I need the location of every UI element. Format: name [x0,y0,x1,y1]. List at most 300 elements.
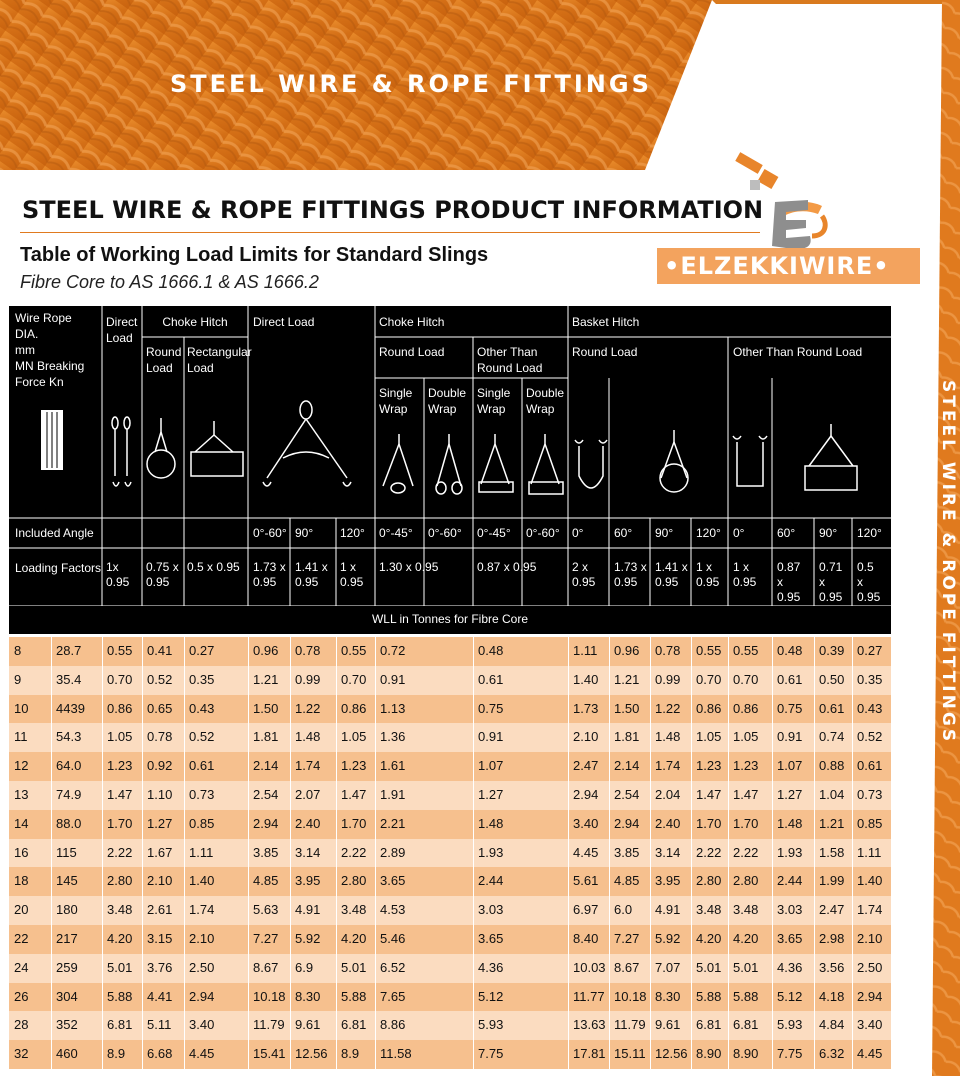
cell-divider [814,1011,815,1040]
cell-divider [102,1040,103,1069]
table-cell: 0.85 [189,815,215,831]
cell-divider [814,867,815,896]
cell-divider [290,810,291,839]
cell-divider [609,781,610,810]
table-cell: 0.48 [777,643,803,658]
table-cell: 1.27 [777,786,803,802]
included-angle-cell: 90° [295,526,314,540]
table-cell: 2.10 [189,930,215,946]
table-cell: 1.21 [819,815,845,831]
table-cell: 460 [56,1046,78,1062]
table-cell: 4.53 [380,902,406,918]
cell-divider [609,810,610,839]
table-cell: 2.54 [614,786,640,802]
table-cell: 2.80 [733,873,759,889]
table-cell: 1.93 [777,844,803,860]
cell-divider [336,695,337,724]
wll-table-body [9,637,891,1069]
cell-divider [814,1040,815,1069]
table-cell: 0.91 [478,729,504,745]
cell-divider [248,867,249,896]
included-angle-cell: 0°-45° [379,526,413,540]
cell-divider [691,925,692,954]
table-cell: 8.86 [380,1017,406,1033]
table-cell: 6.32 [819,1046,845,1062]
cell-divider [814,666,815,695]
table-cell: 3.65 [380,873,406,889]
cell-divider [51,983,52,1012]
table-cell: 7.27 [253,930,279,946]
cell-divider [51,954,52,983]
table-row [9,925,891,954]
table-cell: 1.81 [614,729,640,745]
table-cell: 1.22 [295,700,321,716]
cell-divider [609,637,610,666]
table-cell: 5.01 [696,959,722,975]
loading-factor-cell: 0.87 x 0.95 [477,560,537,574]
cell-divider [814,752,815,781]
cell-divider [142,637,143,666]
cell-divider [248,666,249,695]
table-cell: 1.61 [380,758,406,774]
table-cell: 6.81 [733,1017,759,1033]
cell-divider [375,810,376,839]
cell-divider [248,896,249,925]
header-direct-load: Direct Load [253,315,315,329]
table-cell: 9.61 [295,1017,321,1033]
cell-divider [102,925,103,954]
table-cell: 15.11 [614,1046,646,1062]
table-title: Table of Working Load Limits for Standard Slings [20,244,489,266]
header-basket-hitch: Basket Hitch [572,315,640,329]
table-row [9,637,891,666]
cell-divider [650,1011,651,1040]
cell-divider [772,983,773,1012]
table-cell: 1.40 [189,873,215,889]
table-cell: 20 [14,902,29,918]
table-cell: 16 [14,844,29,860]
table-cell: 5.63 [253,902,279,918]
table-cell: 0.61 [189,758,215,774]
table-cell: 11.77 [573,988,605,1004]
table-cell: 1.48 [478,815,504,831]
table-cell: 5.88 [341,988,367,1004]
cell-divider [772,695,773,724]
cell-divider [852,896,853,925]
cell-divider [375,666,376,695]
table-cell: 0.35 [189,671,215,687]
cell-divider [568,925,569,954]
table-cell: 1.47 [696,786,722,802]
table-cell: 8.9 [107,1046,126,1062]
table-cell: 13.63 [573,1017,606,1033]
table-cell: 3.95 [295,873,321,889]
table-cell: 1.74 [295,758,321,774]
table-cell: 2.80 [696,873,722,889]
table-cell: 5.01 [341,959,367,975]
table-cell: 10.03 [573,959,606,975]
header-round-load-3: Round Load [572,345,638,359]
table-cell: 1.70 [696,815,722,831]
header-rectangular-load: Rectangular Load [187,345,252,375]
cell-divider [852,867,853,896]
table-cell: 3.40 [857,1017,883,1033]
table-cell: 5.93 [777,1017,803,1033]
cell-divider [772,781,773,810]
table-cell: 0.55 [107,643,133,658]
cell-divider [728,954,729,983]
cell-divider [142,1040,143,1069]
table-cell: 5.01 [733,959,759,975]
loading-factor-cell: 0.5 x 0.95 [187,560,240,574]
table-cell: 2.22 [733,844,759,860]
table-cell: 1.67 [147,844,173,860]
cell-divider [691,867,692,896]
table-row [9,666,891,695]
cell-divider [375,983,376,1012]
table-cell: 1.27 [478,786,504,802]
cell-divider [142,723,143,752]
cell-divider [609,752,610,781]
table-cell: 4.18 [819,988,845,1004]
table-cell: 3.65 [478,930,504,946]
cell-divider [184,810,185,839]
table-cell: 2.14 [614,758,640,774]
table-cell: 5.92 [295,930,321,946]
cell-divider [609,1011,610,1040]
cell-divider [473,695,474,724]
table-cell: 2.61 [147,902,173,918]
cell-divider [51,666,52,695]
cell-divider [473,896,474,925]
table-cell: 0.35 [857,671,883,687]
table-row [9,723,891,752]
table-standard: Fibre Core to AS 1666.1 & AS 1666.2 [20,272,319,292]
table-cell: 0.96 [253,643,279,658]
table-cell: 8.90 [733,1046,759,1062]
table-cell: 2.98 [819,930,845,946]
cell-divider [336,723,337,752]
table-cell: 2.89 [380,844,406,860]
cell-divider [102,867,103,896]
cell-divider [290,1011,291,1040]
cell-divider [772,752,773,781]
included-angle-cell: 0°-60° [253,526,287,540]
cell-divider [473,781,474,810]
cell-divider [473,925,474,954]
cell-divider [248,983,249,1012]
cell-divider [691,954,692,983]
cell-divider [248,925,249,954]
table-cell: 217 [56,930,78,946]
table-cell: 4.91 [655,902,681,918]
cell-divider [375,867,376,896]
wll-label: WLL in Tonnes for Fibre Core [371,612,529,626]
table-cell: 18 [14,873,29,889]
table-cell: 5.12 [478,988,504,1004]
loading-factor-cell: 1x 0.95 [106,560,130,589]
header-double-wrap: Double Wrap [428,386,467,416]
cell-divider [142,867,143,896]
table-cell: 2.47 [819,902,845,918]
cell-divider [728,666,729,695]
table-cell: 0.55 [733,643,759,658]
cell-divider [852,752,853,781]
table-cell: 1.05 [107,729,133,745]
table-cell: 2.94 [189,988,215,1004]
cell-divider [473,867,474,896]
cell-divider [852,723,853,752]
cell-divider [51,695,52,724]
table-cell: 8.90 [696,1046,722,1062]
cell-divider [772,723,773,752]
table-cell: 12.56 [655,1046,688,1062]
cell-divider [290,637,291,666]
table-cell: 7.75 [478,1046,504,1062]
table-cell: 9.61 [655,1017,681,1033]
cell-divider [184,752,185,781]
table-cell: 11 [14,729,28,745]
cell-divider [473,1011,474,1040]
table-cell: 3.14 [295,844,321,860]
cell-divider [473,666,474,695]
header-wire-rope: Wire Rope DIA. mm MN Breaking Force Kn [15,311,85,389]
side-text: STEEL WIRE & ROPE FITTINGS [938,380,958,745]
table-cell: 0.78 [295,643,321,658]
table-cell: 0.61 [857,758,883,774]
cell-divider [609,839,610,868]
table-cell: 0.27 [857,643,883,658]
table-cell: 0.52 [189,729,215,745]
table-cell: 8.30 [655,988,681,1004]
included-angle-cell: 60° [614,526,633,540]
cell-divider [290,954,291,983]
table-cell: 3.85 [253,844,279,860]
cell-divider [852,983,853,1012]
cell-divider [51,1011,52,1040]
table-cell: 2.04 [655,786,681,802]
table-cell: 1.74 [189,902,215,918]
table-cell: 4.45 [857,1046,883,1062]
cell-divider [51,810,52,839]
table-cell: 17.81 [573,1046,606,1062]
table-cell: 5.46 [380,930,406,946]
cell-divider [473,810,474,839]
table-cell: 8.30 [295,988,321,1004]
table-cell: 0.70 [733,671,759,687]
table-cell: 3.14 [655,844,681,860]
cell-divider [184,925,185,954]
cell-divider [290,839,291,868]
cell-divider [728,752,729,781]
cell-divider [142,983,143,1012]
cell-divider [102,896,103,925]
cell-divider [568,1040,569,1069]
cell-divider [51,723,52,752]
table-cell: 10.18 [253,988,286,1004]
table-cell: 12.56 [295,1046,328,1062]
table-cell: 3.40 [573,815,599,831]
cell-divider [609,983,610,1012]
table-cell: 24 [14,959,29,975]
table-cell: 1.22 [655,700,681,716]
table-cell: 6.81 [107,1017,133,1033]
loading-factor-cell: 1 x 0.95 [340,560,364,589]
cell-divider [772,1011,773,1040]
cell-divider [691,983,692,1012]
cell-divider [375,839,376,868]
cell-divider [814,839,815,868]
cell-divider [691,637,692,666]
cell-divider [728,867,729,896]
header-single-wrap-2: Single Wrap [477,386,511,416]
cell-divider [568,839,569,868]
table-cell: 2.94 [253,815,279,831]
cell-divider [814,983,815,1012]
table-cell: 6.97 [573,902,599,918]
table-cell: 0.99 [655,671,681,687]
cell-divider [650,1040,651,1069]
cell-divider [248,781,249,810]
cell-divider [772,810,773,839]
cell-divider [473,983,474,1012]
table-cell: 7.65 [380,988,406,1004]
cell-divider [184,781,185,810]
cell-divider [248,752,249,781]
cell-divider [473,637,474,666]
table-cell: 10.18 [614,988,647,1004]
table-row [9,695,891,724]
cell-divider [184,1040,185,1069]
table-cell: 1.11 [857,844,882,860]
table-cell: 0.91 [777,729,803,745]
table-cell: 6.0 [614,902,633,918]
cell-divider [772,637,773,666]
table-cell: 0.74 [819,729,845,745]
table-cell: 0.39 [819,643,845,658]
table-cell: 5.01 [107,959,133,975]
table-cell: 2.10 [147,873,173,889]
cell-divider [609,695,610,724]
table-cell: 2.22 [341,844,367,860]
table-cell: 5.11 [147,1017,172,1033]
table-cell: 0.72 [380,643,406,658]
cell-divider [375,637,376,666]
table-cell: 1.40 [573,671,599,687]
table-cell: 9 [14,671,22,687]
cell-divider [852,781,853,810]
included-angle-cell: 90° [819,526,838,540]
table-cell: 0.61 [819,700,845,716]
table-cell: 5.88 [733,988,759,1004]
cell-divider [814,954,815,983]
table-cell: 1.27 [147,815,173,831]
table-cell: 4.85 [614,873,640,889]
loading-factor-cell: 1.30 x 0.95 [379,560,439,574]
cell-divider [184,723,185,752]
cell-divider [184,666,185,695]
cell-divider [691,666,692,695]
table-cell: 1.23 [733,758,759,774]
table-cell: 5.61 [573,873,599,889]
table-cell: 0.48 [478,643,504,658]
table-cell: 26 [14,988,29,1004]
cell-divider [568,666,569,695]
table-cell: 0.70 [341,671,367,687]
cell-divider [336,954,337,983]
cell-divider [691,1040,692,1069]
cell-divider [772,925,773,954]
cell-divider [814,723,815,752]
cell-divider [609,723,610,752]
table-cell: 2.40 [295,815,321,831]
banner-title: STEEL WIRE & ROPE FITTINGS [170,70,652,98]
table-cell: 8 [14,643,22,658]
table-cell: 3.48 [341,902,367,918]
table-cell: 2.40 [655,815,681,831]
cell-divider [650,839,651,868]
table-cell: 0.73 [189,786,215,802]
table-cell: 14 [14,815,29,831]
table-cell: 259 [56,959,78,975]
table-cell: 1.47 [341,786,367,802]
cell-divider [290,752,291,781]
cell-divider [336,810,337,839]
table-cell: 0.86 [733,700,759,716]
cell-divider [691,839,692,868]
cell-divider [375,954,376,983]
table-cell: 1.11 [189,844,214,860]
table-cell: 2.44 [478,873,504,889]
header-single-wrap: Single Wrap [379,386,413,416]
table-row [9,983,891,1012]
cell-divider [852,839,853,868]
cell-divider [728,1011,729,1040]
cell-divider [473,954,474,983]
table-cell: 7.27 [614,930,640,946]
cell-divider [473,1040,474,1069]
included-angle-cell: 0° [572,526,584,540]
cell-divider [184,637,185,666]
cell-divider [609,954,610,983]
table-cell: 1.05 [341,729,367,745]
cell-divider [691,781,692,810]
cell-divider [728,810,729,839]
table-cell: 0.85 [857,815,883,831]
table-cell: 2.10 [857,930,883,946]
table-cell: 304 [56,988,78,1004]
table-cell: 2.54 [253,786,279,802]
table-cell: 6.68 [147,1046,173,1062]
cell-divider [568,781,569,810]
table-cell: 0.27 [189,643,215,658]
cell-divider [609,666,610,695]
table-cell: 0.70 [696,671,722,687]
loading-factor-cell: 1.73 x 0.95 [614,560,647,589]
cell-divider [728,723,729,752]
table-cell: 1.81 [253,729,279,745]
table-cell: 2.21 [380,815,406,831]
cell-divider [814,810,815,839]
table-cell: 1.48 [655,729,681,745]
header-included-angle: Included Angle [15,526,94,540]
title-divider [20,232,760,233]
table-cell: 0.55 [696,643,722,658]
table-cell: 3.48 [696,902,722,918]
table-cell: 0.52 [147,671,173,687]
cell-divider [336,1011,337,1040]
cell-divider [102,839,103,868]
